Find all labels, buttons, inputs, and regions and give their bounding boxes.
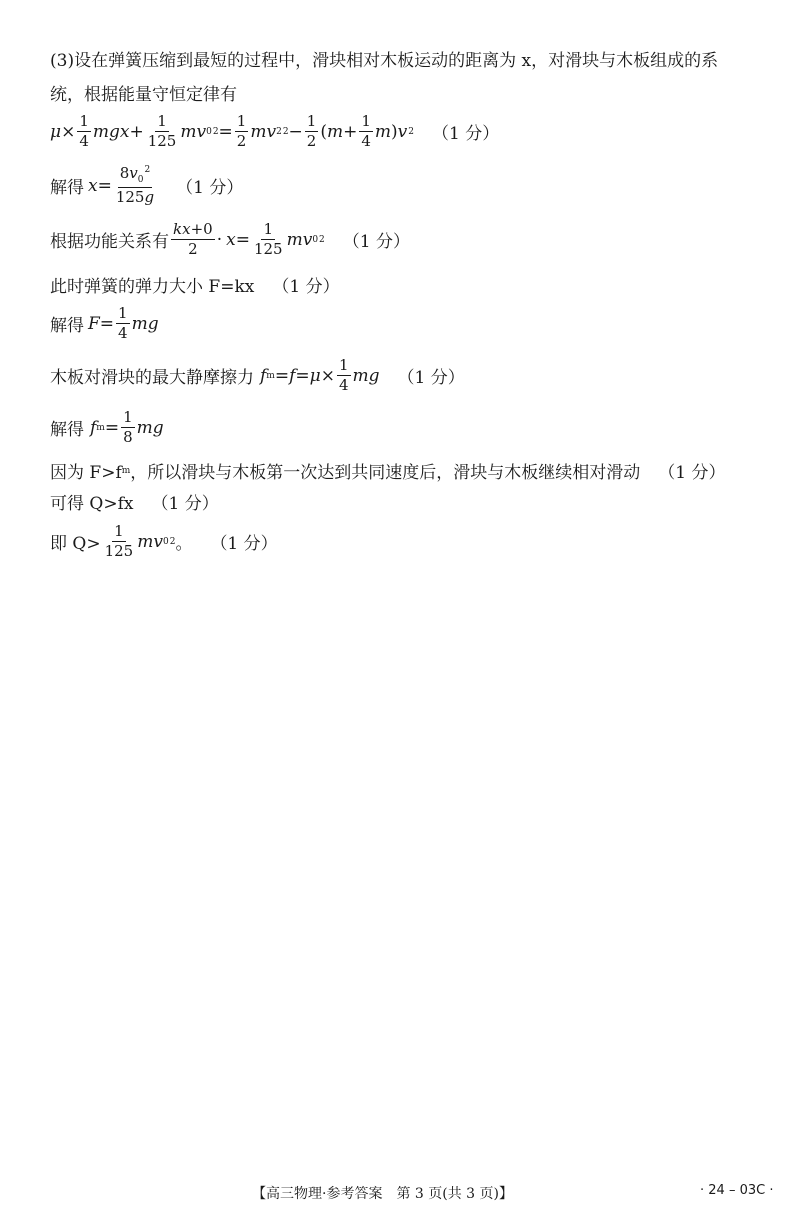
because-line: 因为 F>f m ，所以滑块与木板第一次达到共同速度后，滑块与木板继续相对滑动 （1 分） [50, 458, 726, 483]
therefore-line: 即 Q> $\frac{1}{125}$ mv 0 2 。 （1 分） [50, 522, 278, 560]
because-rest: ，所以滑块与木板第一次达到共同速度后，滑块与木板继续相对滑动 [130, 463, 641, 483]
deduce-text: 可得 Q>fx [50, 494, 134, 514]
score-label: （1 分） [210, 534, 278, 554]
score-label: （1 分） [176, 178, 244, 198]
work-prefix: 根据功能关系有 [50, 232, 169, 252]
deduce-line [50, 489, 219, 514]
score-label: （1 分） [397, 368, 465, 388]
solve-prefix: 解得 [50, 420, 84, 440]
score-label: （1 分） [432, 124, 500, 144]
friction-prefix: 木板对滑块的最大静摩擦力 [50, 368, 254, 388]
because-text: 因为 F>f [50, 463, 122, 483]
score-label: （1 分） [151, 494, 219, 514]
solve-prefix: 解得 [50, 316, 84, 336]
score-label: （1 分） [658, 463, 726, 483]
solve-f-line: 解得 F = $\frac{1}{4}$ mg [50, 304, 159, 342]
solve-prefix: 解得 [50, 178, 84, 198]
score-label: （1 分） [342, 232, 411, 252]
score-label: （1 分） [272, 277, 340, 297]
paragraph-line-2 [50, 80, 237, 105]
text-p1-line2: 统，根据能量守恒定律有 [50, 85, 237, 105]
text-p1-line1: (3)设在弹簧压缩到最短的过程中，滑块相对木板运动的距离为 x，对滑块与木板组成的系 [50, 51, 719, 71]
paragraph-line-1 [50, 46, 718, 71]
solve-x-line: 解得 x = $\frac{8v_0^2}{125g}$ （1 分） [50, 164, 244, 206]
friction-line: 木板对滑块的最大静摩擦力 f m = f = μ × $\frac{1}{4}$ mg （1 分） [50, 356, 465, 394]
footer-code: · 24 – 03C · [700, 1183, 774, 1198]
solve-fm-line: 解得 f m = $\frac{1}{8}$ mg [50, 408, 164, 446]
therefore-suffix: mv [137, 531, 163, 552]
energy-equation: μ × $\frac{1}{4}$ mgx + $\frac{1}{125}$ mv 0 2 = $\frac{1}{2}$ mv 2 2 − $\frac{1}{2}$ ( m + $\frac{1}{4}$ m ) v 2 （1 分） [50, 112, 500, 150]
therefore-prefix: 即 Q> [50, 534, 101, 554]
footer-title: 【高三物理·参考答案 第 3 页(共 3 页)】 [252, 1186, 513, 1202]
spring-force-line [50, 272, 340, 297]
work-energy-line: 根据功能关系有 $\frac{kx+0}{2}$ · x = $\frac{1}{125}$ mv 0 2 （1 分） [50, 220, 411, 258]
spring-force-text: 此时弹簧的弹力大小 F=kx [50, 277, 255, 297]
